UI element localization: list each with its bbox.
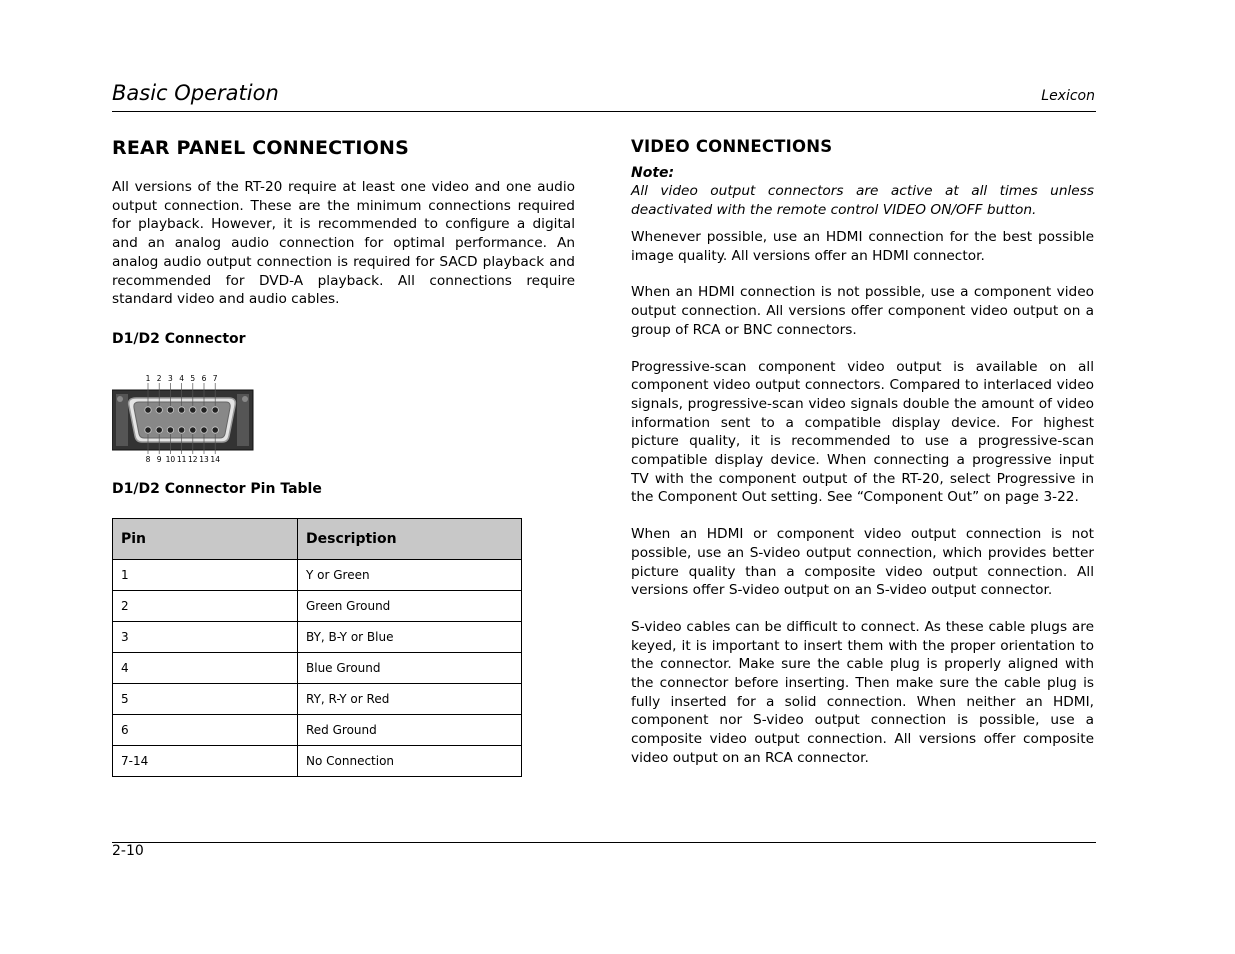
pin-number-label: 6: [201, 374, 207, 383]
description-cell: Blue Ground: [298, 653, 522, 684]
table-row: [113, 653, 522, 684]
pin-number-label: 5: [190, 374, 196, 383]
pin-hole: [212, 407, 218, 413]
description-cell: Red Ground: [298, 715, 522, 746]
brand-name: Lexicon: [1041, 88, 1095, 104]
pin-cell: 4: [113, 653, 298, 684]
pin-hole: [145, 427, 151, 433]
paragraph-component: When an HDMI connection is not possible, use a component video output connection. All versions offer component video output on a group of RCA or BNC connectors.: [631, 284, 1094, 338]
pin-number-label: 11: [176, 455, 187, 464]
pin-number-label: 1: [145, 374, 151, 383]
pin-cell: 7-14: [113, 746, 298, 777]
rear-panel-heading: REAR PANEL CONNECTIONS: [112, 137, 410, 159]
pin-hole: [190, 427, 196, 433]
pin-number-label: 2: [156, 374, 162, 383]
pin-hole: [156, 407, 162, 413]
pin-hole: [178, 427, 184, 433]
description-cell: BY, B-Y or Blue: [298, 622, 522, 653]
pin-hole: [201, 407, 207, 413]
bottom-pin-labels: [146, 455, 221, 464]
paragraph-composite: S-video cables can be difficult to connect. As these cable plugs are keyed, it is important to insert them with the proper orientation to the connector. Make sure the cable plug is properly aligned with the connector before inserting. Then make sure the cable plug is fully inserted for a solid connection. When neither an HDMI, component nor S-video output connection is possible, use a composite video output connection. All versions offer composite video output on an RCA connector.: [631, 618, 1094, 766]
pin-table-heading: D1/D2 Connector Pin Table: [112, 481, 322, 497]
pin-number-label: 10: [165, 455, 176, 464]
d1-d2-connector-diagram: [112, 372, 262, 464]
pin-cell: 1: [113, 560, 298, 591]
connector-heading: D1/D2 Connector: [112, 331, 246, 347]
pin-cell: 5: [113, 684, 298, 715]
description-cell: No Connection: [298, 746, 522, 777]
description-cell: RY, R-Y or Red: [298, 684, 522, 715]
pin-table: [112, 518, 522, 777]
pin-hole: [156, 427, 162, 433]
pin-hole: [178, 407, 184, 413]
page-number: 2-10: [112, 843, 144, 859]
table-row: [113, 591, 522, 622]
video-connections-heading: VIDEO CONNECTIONS: [631, 137, 833, 156]
pin-number-label: 4: [179, 374, 184, 383]
pin-cell: 6: [113, 715, 298, 746]
table-header-row: [113, 519, 522, 560]
section-title: Basic Operation: [112, 81, 279, 105]
pin-number-label: 12: [188, 455, 198, 464]
note-label: Note:: [631, 165, 675, 181]
top-pin-labels: [146, 374, 218, 383]
pin-hole: [190, 407, 196, 413]
column-header-pin: Pin: [113, 519, 298, 560]
table-row: [113, 684, 522, 715]
pin-hole: [212, 427, 218, 433]
column-header-description: Description: [298, 519, 522, 560]
paragraph-hdmi: Whenever possible, use an HDMI connection for the best possible image quality. All versions offer an HDMI connector.: [631, 229, 1094, 264]
header-divider: [112, 111, 1096, 112]
pin-number-label: 13: [199, 455, 209, 464]
pin-hole: [167, 427, 173, 433]
pin-cell: 3: [113, 622, 298, 653]
paragraph-s-video: When an HDMI or component video output connection is not possible, use an S-video output connection, which provides better picture quality than a composite video output connection. All versions offer S-video output on an S-video output connector.: [631, 526, 1094, 599]
pin-number-label: 9: [156, 455, 162, 464]
table-row: [113, 622, 522, 653]
pin-number-label: 7: [212, 374, 218, 383]
description-cell: Green Ground: [298, 591, 522, 622]
pin-hole: [145, 407, 151, 413]
pin-hole: [201, 427, 207, 433]
paragraph-progressive: Progressive-scan component video output is available on all component video output connectors. Compared to interlaced video signals, progressive-scan video signals double the amount of video information sent to a compatible display device. For highest picture quality, it is recommended to use a progressive-scan compatible display device. When connecting a progressive input TV with the component output of the RT-20, select Progressive in the Component Out setting. See “Component Out” on page 3-22.: [631, 358, 1094, 506]
description-cell: Y or Green: [298, 560, 522, 591]
pin-number-label: 3: [168, 374, 173, 383]
pin-hole: [167, 407, 173, 413]
right-column: [631, 136, 1094, 786]
table-row: [113, 560, 522, 591]
left-column: [112, 136, 575, 768]
note-text: All video output connectors are active at all times unless deactivated with the remote control VIDEO ON/OFF button.: [631, 183, 1094, 218]
pin-number-label: 14: [210, 455, 220, 464]
table-row: [113, 715, 522, 746]
pin-cell: 2: [113, 591, 298, 622]
footer-divider: [112, 842, 1096, 843]
intro-paragraph: All versions of the RT-20 require at least one video and one audio output connection. These are the minimum connections required for playback. However, it is recommended to configure a digital and an analog audio connection for optimal performance. An analog audio output connection is required for SACD playback and recommended for DVD-A playback. All connections require standard video and audio cables.: [112, 179, 575, 308]
pin-number-label: 8: [145, 455, 151, 464]
table-row: [113, 746, 522, 777]
